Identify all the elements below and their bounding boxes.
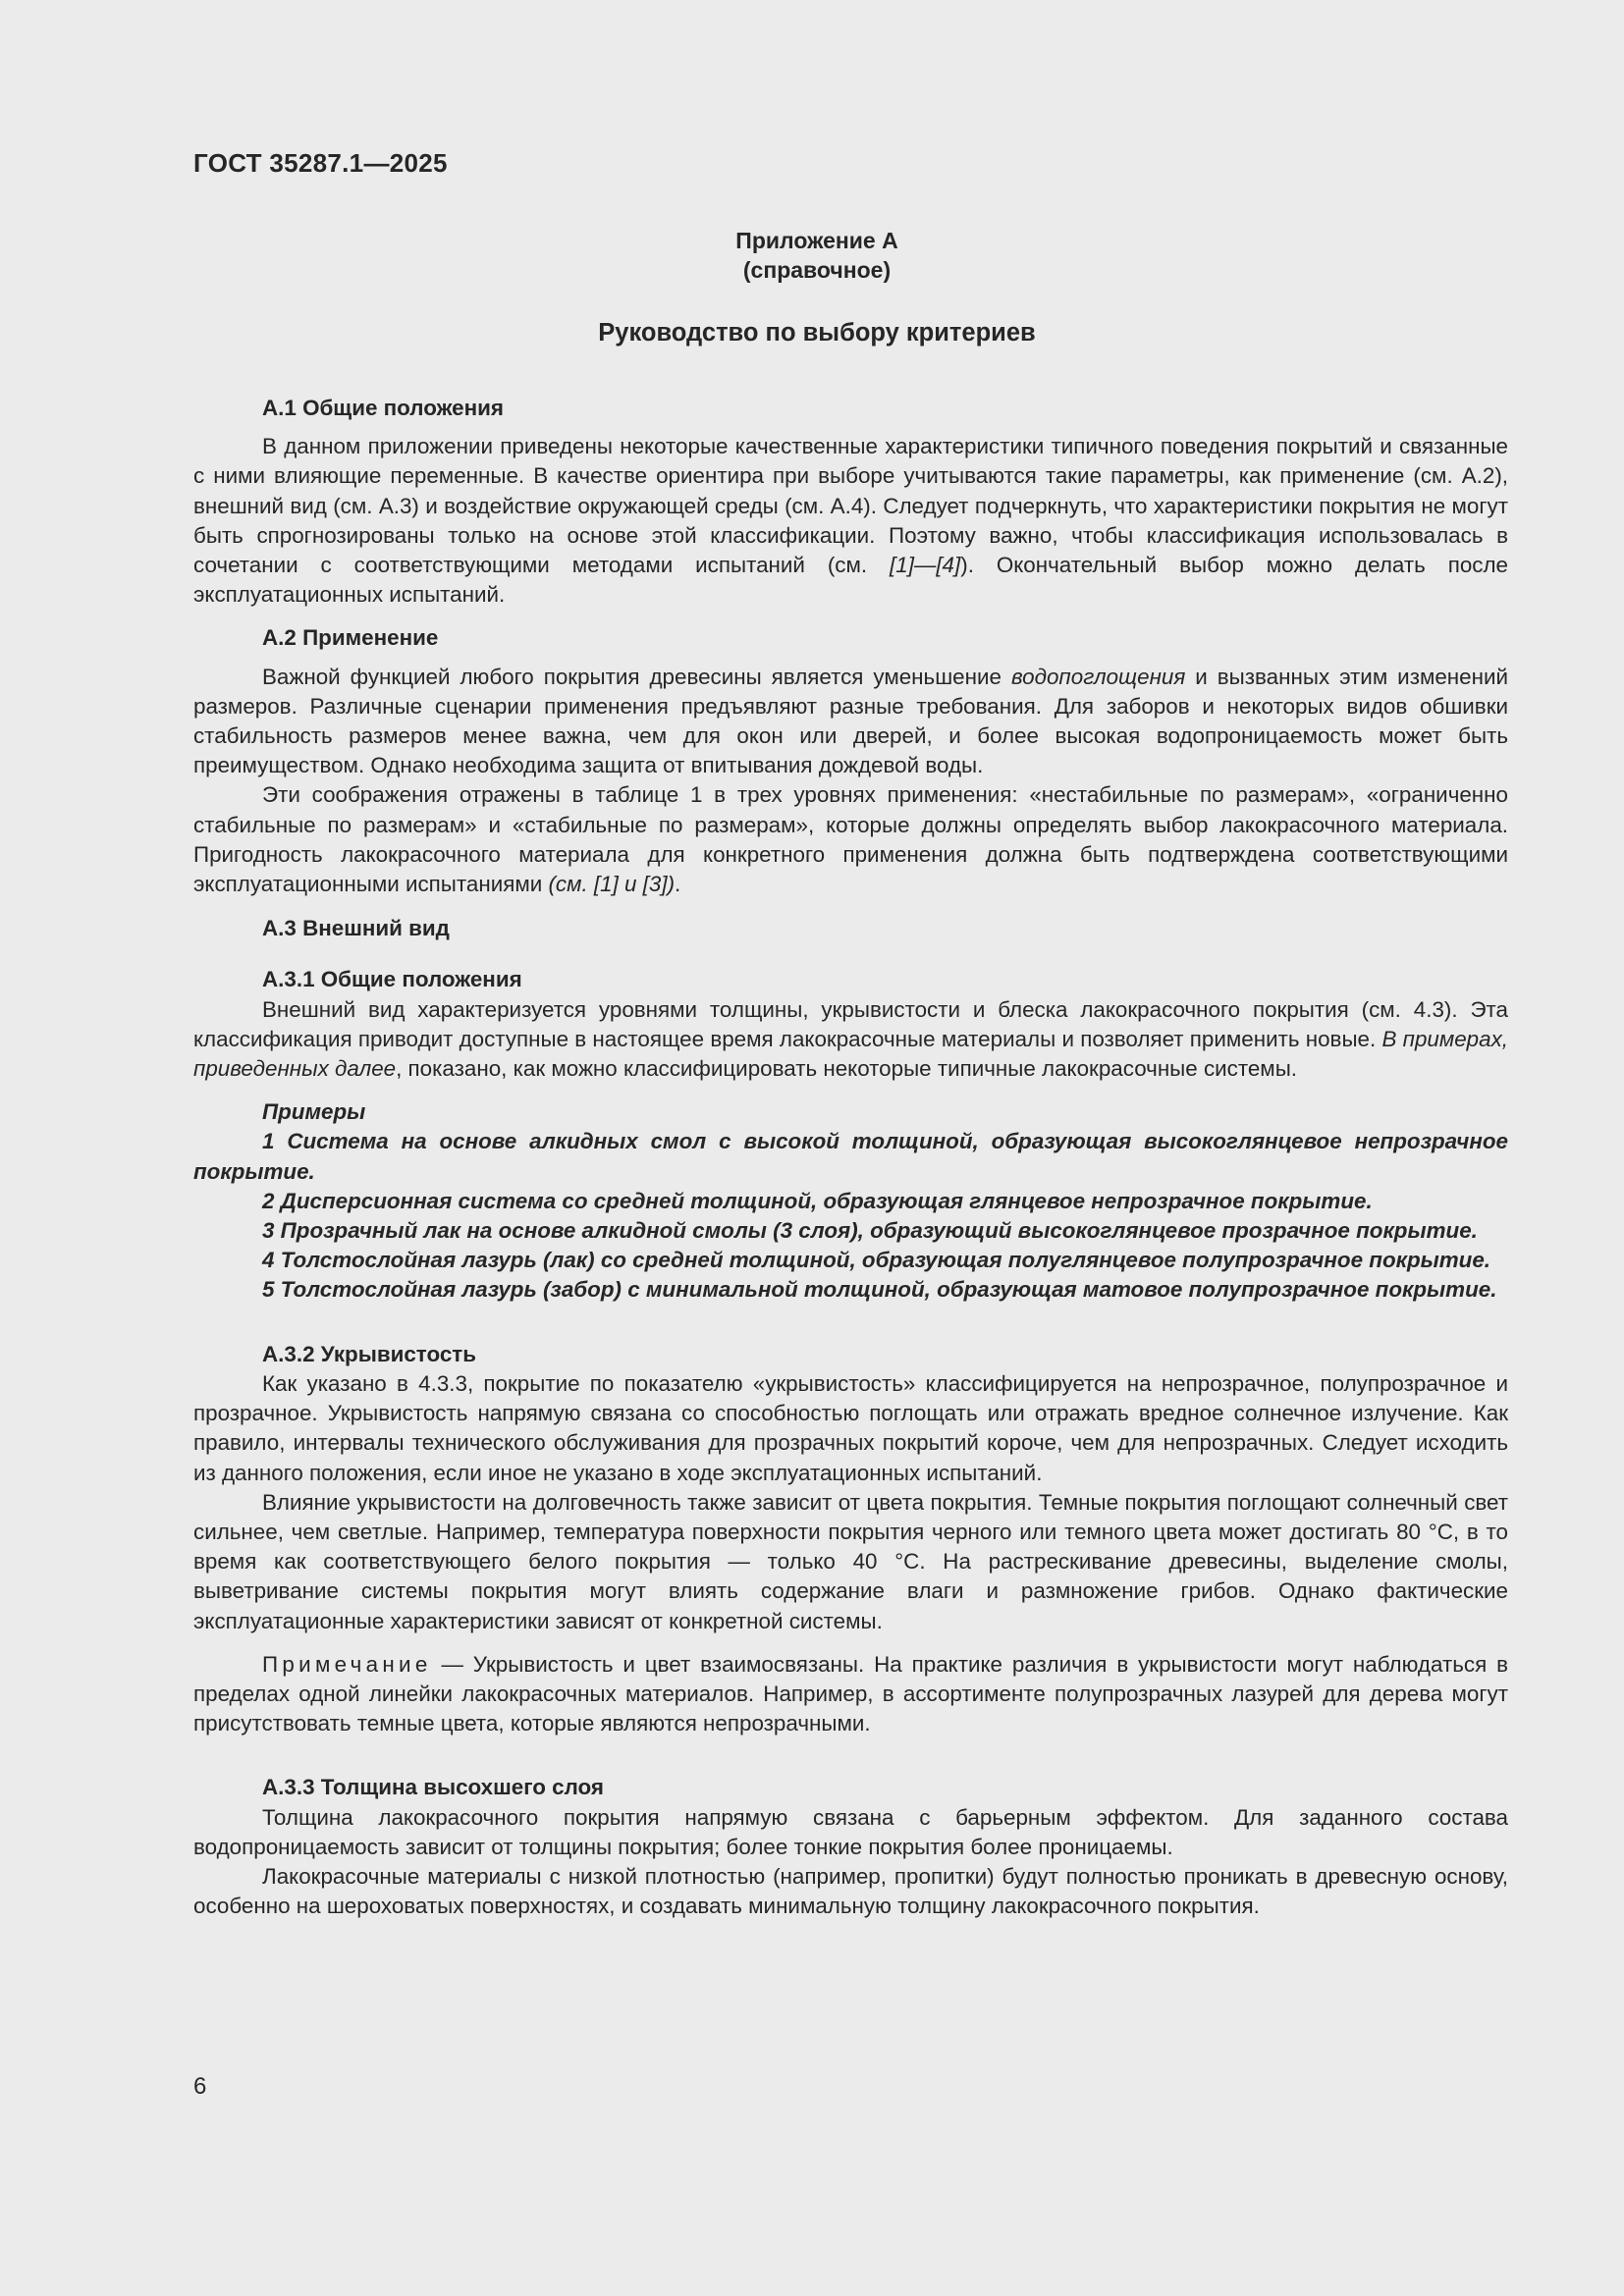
paragraph-a2-2-text-end: . (675, 872, 681, 897)
note-text: Укрывистость и цвет взаимосвязаны. На практике различия в укрывистости могут наблюдаться в пределах одной линейки лакокрасочных материалов. Например, в ассортименте полупрозрачных лазурей для дерева могут присутствовать темные цвета, которые являются непрозрачными. (193, 1651, 1508, 1736)
paragraph-a31-text-end: , показано, как можно классифицировать некоторые типичные лакокрасочные системы. (396, 1056, 1298, 1082)
note-label: Примечание (262, 1651, 432, 1677)
paragraph-a32-2: Влияние укрывистости на долговечность также зависит от цвета покрытия. Темные покрытия поглощают солнечный свет сильнее, чем светлые. Например, температура поверхности покрытия черного или темного цвета может достигать 80 °C, в то время как соответствующего белого покрытия — только 40 °C. На растрескивание древесины, выделение смолы, выветривание системы покрытия могут влиять содержание влаги и размножение грибов. Однако фактические эксплуатационные характеристики зависят от конкретной системы. (193, 1489, 1508, 1633)
reference-link: [1]—[4] (890, 553, 961, 578)
section-heading-a1: А.1 Общие положения (262, 396, 504, 420)
paragraph-a2-2 (193, 780, 1508, 899)
annex-subtitle: (справочное) (742, 257, 892, 283)
subsection-heading-a31: А.3.1 Общие положения (262, 967, 522, 992)
annex-heading-block (0, 319, 1624, 347)
note (193, 1650, 1508, 1739)
paragraph-a33-1: Толщина лакокрасочного покрытия напрямую связана с барьерным эффектом. Для заданного состава водопроницаемость зависит от толщины покрытия; более тонкие покрытия более проницаемы. (193, 1804, 1508, 1859)
note-dash: — (431, 1651, 473, 1677)
annex-title: Приложение А (735, 228, 898, 253)
paragraph-a1-text-end: ). Окончательный выбор можно делать после эксплуатационных испытаний. (193, 553, 1508, 608)
example-item: 5 Толстослойная лазурь (забор) с минимальной толщиной, образующая матовое полупрозрачное покрытие. (262, 1277, 1497, 1303)
paragraph-a31 (193, 995, 1508, 1085)
examples-label: Примеры (262, 1099, 366, 1125)
section-heading-a2: А.2 Применение (262, 625, 439, 651)
annex-title-block (0, 226, 1624, 285)
reference-link: (см. [1] и [3]) (548, 872, 676, 897)
paragraph-a2-1-text-end: и вызванных этим изменений размеров. Различные сценарии применения предъявляют разные требования. Для заборов и некоторых видов обшивки стабильность размеров менее важна, чем для окон или дверей, и более высокая водопроницаемость может быть преимуществом. Однако необходима защита от впитывания дождевой воды. (193, 664, 1509, 778)
example-item: 4 Толстослойная лазурь (лак) со средней толщиной, образующая полуглянцевое полупрозрачное покрытие. (262, 1248, 1491, 1273)
paragraph-a2-2-text: Эти соображения отражены в таблице 1 в трех уровнях применения: «нестабильные по размерам», «ограниченно стабильные по размерам» и «стабильные по размерам», которые должны определять выбор лакокрасочного материала. Пригодность лакокрасочного материала для конкретного применения должна быть подтверждена соответствующими эксплуатационными испытаниями (193, 782, 1508, 897)
paragraph-a1 (193, 432, 1508, 610)
subsection-heading-a33: А.3.3 Толщина высохшего слоя (262, 1775, 604, 1800)
page-number: 6 (193, 2073, 207, 2100)
section-heading-a3: А.3 Внешний вид (262, 916, 450, 941)
paragraph-a1-text: В данном приложении приведены некоторые качественные характеристики типичного поведения покрытий и связанные с ними влияющие переменные. В качестве ориентира при выборе учитываются такие параметры, как применение (см. А.2), внешний вид (см. А.3) и воздействие окружающей среды (см. А.4). Следует подчеркнуть, что характеристики покрытия не могут быть спрогнозированы только на основе этой классификации. Поэтому важно, чтобы классификация использовалась в сочетании с соответствующими методами испытаний (см. (193, 434, 1508, 578)
paragraph-a33-2: Лакокрасочные материалы с низкой плотностью (например, пропитки) будут полностью проникать в древесную основу, особенно на шероховатых поверхностях, и создавать минимальную толщину лакокрасочного покрытия. (193, 1863, 1508, 1919)
term-water-absorption: водопоглощения (1010, 664, 1186, 689)
paragraph-a2-1 (193, 663, 1508, 781)
annex-heading: Руководство по выбору критериев (598, 319, 1036, 347)
document-body (193, 394, 1508, 1921)
paragraph-a32-1: Как указано в 4.3.3, покрытие по показателю «укрывистость» классифицируется на непрозрачное, полупрозрачное и прозрачное. Укрывистость напрямую связана со способностью поглощать или отражать вредное солнечное излучение. Как правило, интервалы технического обслуживания для прозрачных покрытий короче, чем для непрозрачных. Следует исходить из данного положения, если иное не указано в ходе эксплуатационных испытаний. (193, 1370, 1508, 1485)
paragraph-a31-text: Внешний вид характеризуется уровнями толщины, укрывистости и блеска лакокрасочного покрытия (см. 4.3). Эта классификация приводит доступные в настоящее время лакокрасочные материалы и позволяет применить новые. (193, 996, 1508, 1051)
example-item: 3 Прозрачный лак на основе алкидной смолы (3 слоя), образующий высокоглянцевое прозрачное покрытие. (262, 1218, 1478, 1244)
subsection-heading-a32: А.3.2 Укрывистость (262, 1341, 477, 1366)
example-item: 1 Система на основе алкидных смол с высокой толщиной, образующая высокоглянцевое непрозрачное покрытие. (193, 1129, 1508, 1184)
paragraph-a31-italic: В примерах, приведенных далее (193, 1026, 1508, 1082)
document-code: ГОСТ 35287.1—2025 (193, 148, 448, 178)
paragraph-a2-1-text: Важной функцией любого покрытия древесины является уменьшение (262, 664, 1011, 689)
example-item: 2 Дисперсионная система со средней толщиной, образующая глянцевое непрозрачное покрытие. (262, 1188, 1373, 1213)
